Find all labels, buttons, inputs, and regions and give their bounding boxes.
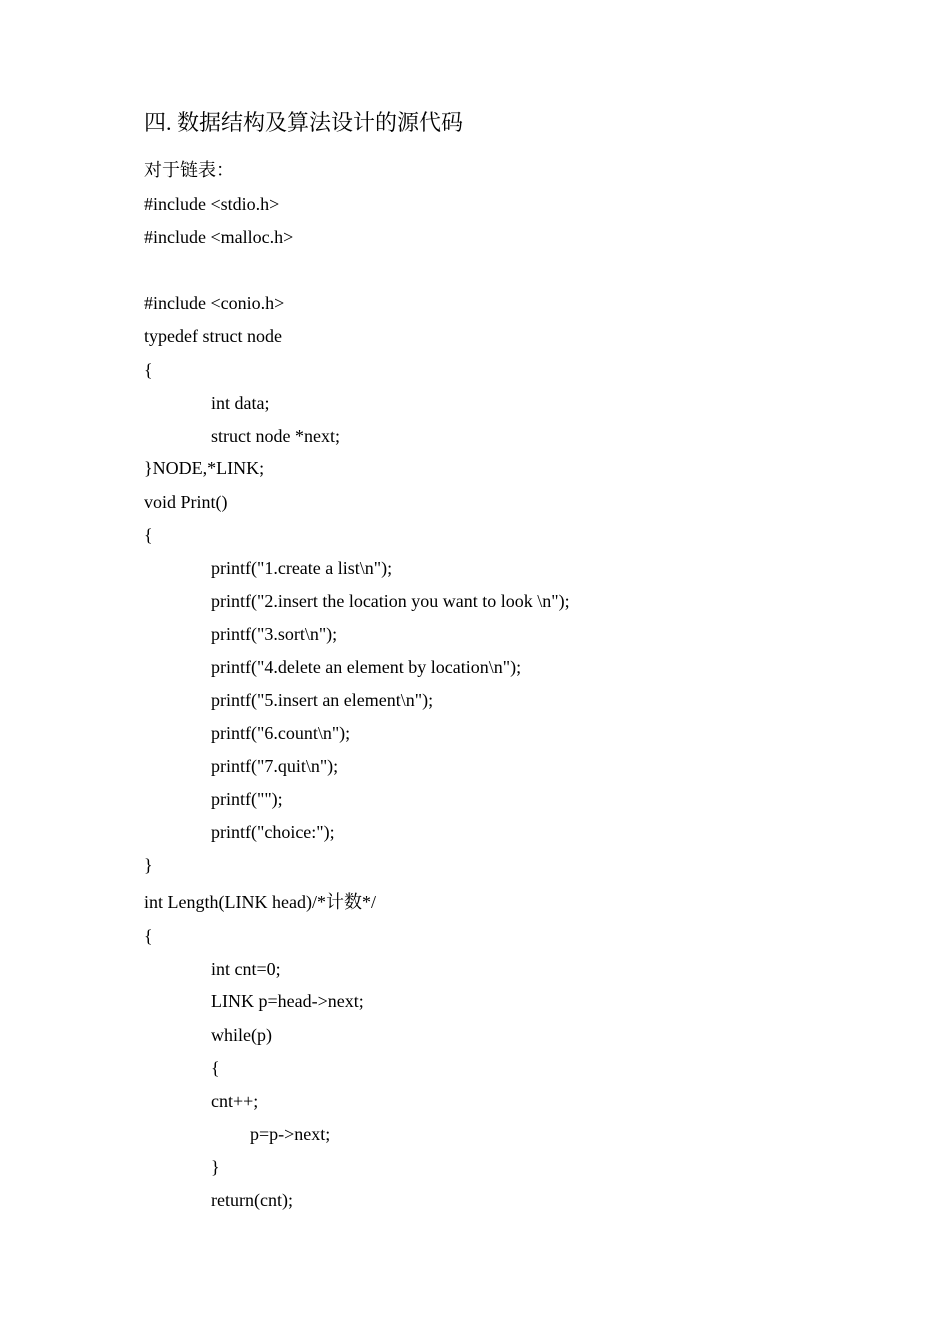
code-line: int data; (211, 393, 270, 413)
intro-text: 对于链表： (144, 160, 234, 180)
code-line: LINK p=head->next; (211, 991, 364, 1011)
code-line: int Length(LINK head)/*计数*/ (144, 892, 376, 912)
code-line: #include <malloc.h> (144, 227, 294, 247)
code-line: #include <stdio.h> (144, 194, 280, 214)
code-line: } (144, 855, 153, 875)
code-line: #include <conio.h> (144, 293, 285, 313)
code-line: typedef struct node (144, 326, 282, 346)
code-line: void Print() (144, 492, 228, 512)
code-line: printf("3.sort\n"); (211, 624, 338, 644)
code-line: struct node *next; (211, 426, 340, 446)
code-line: printf("1.create a list\n"); (211, 558, 393, 578)
code-line: printf("5.insert an element\n"); (211, 690, 434, 710)
section-heading: 四. 数据结构及算法设计的源代码 (144, 110, 464, 135)
code-line: { (144, 525, 153, 545)
code-line: printf("2.insert the location you want to look \n"); (211, 591, 570, 611)
code-line: } (211, 1157, 220, 1177)
code-line: while(p) (211, 1025, 272, 1045)
code-line: p=p->next; (250, 1124, 331, 1144)
code-line: }NODE,*LINK; (144, 458, 265, 478)
code-line: cnt++; (211, 1091, 259, 1111)
code-line: { (144, 926, 153, 946)
code-line: printf(""); (211, 789, 283, 809)
code-line: printf("4.delete an element by location\n"); (211, 657, 522, 677)
code-line: { (211, 1058, 220, 1078)
code-line: printf("choice:"); (211, 822, 335, 842)
code-line: int cnt=0; (211, 959, 281, 979)
code-line: printf("6.count\n"); (211, 723, 351, 743)
code-line: return(cnt); (211, 1190, 293, 1210)
code-line: { (144, 360, 153, 380)
code-line: printf("7.quit\n"); (211, 756, 339, 776)
